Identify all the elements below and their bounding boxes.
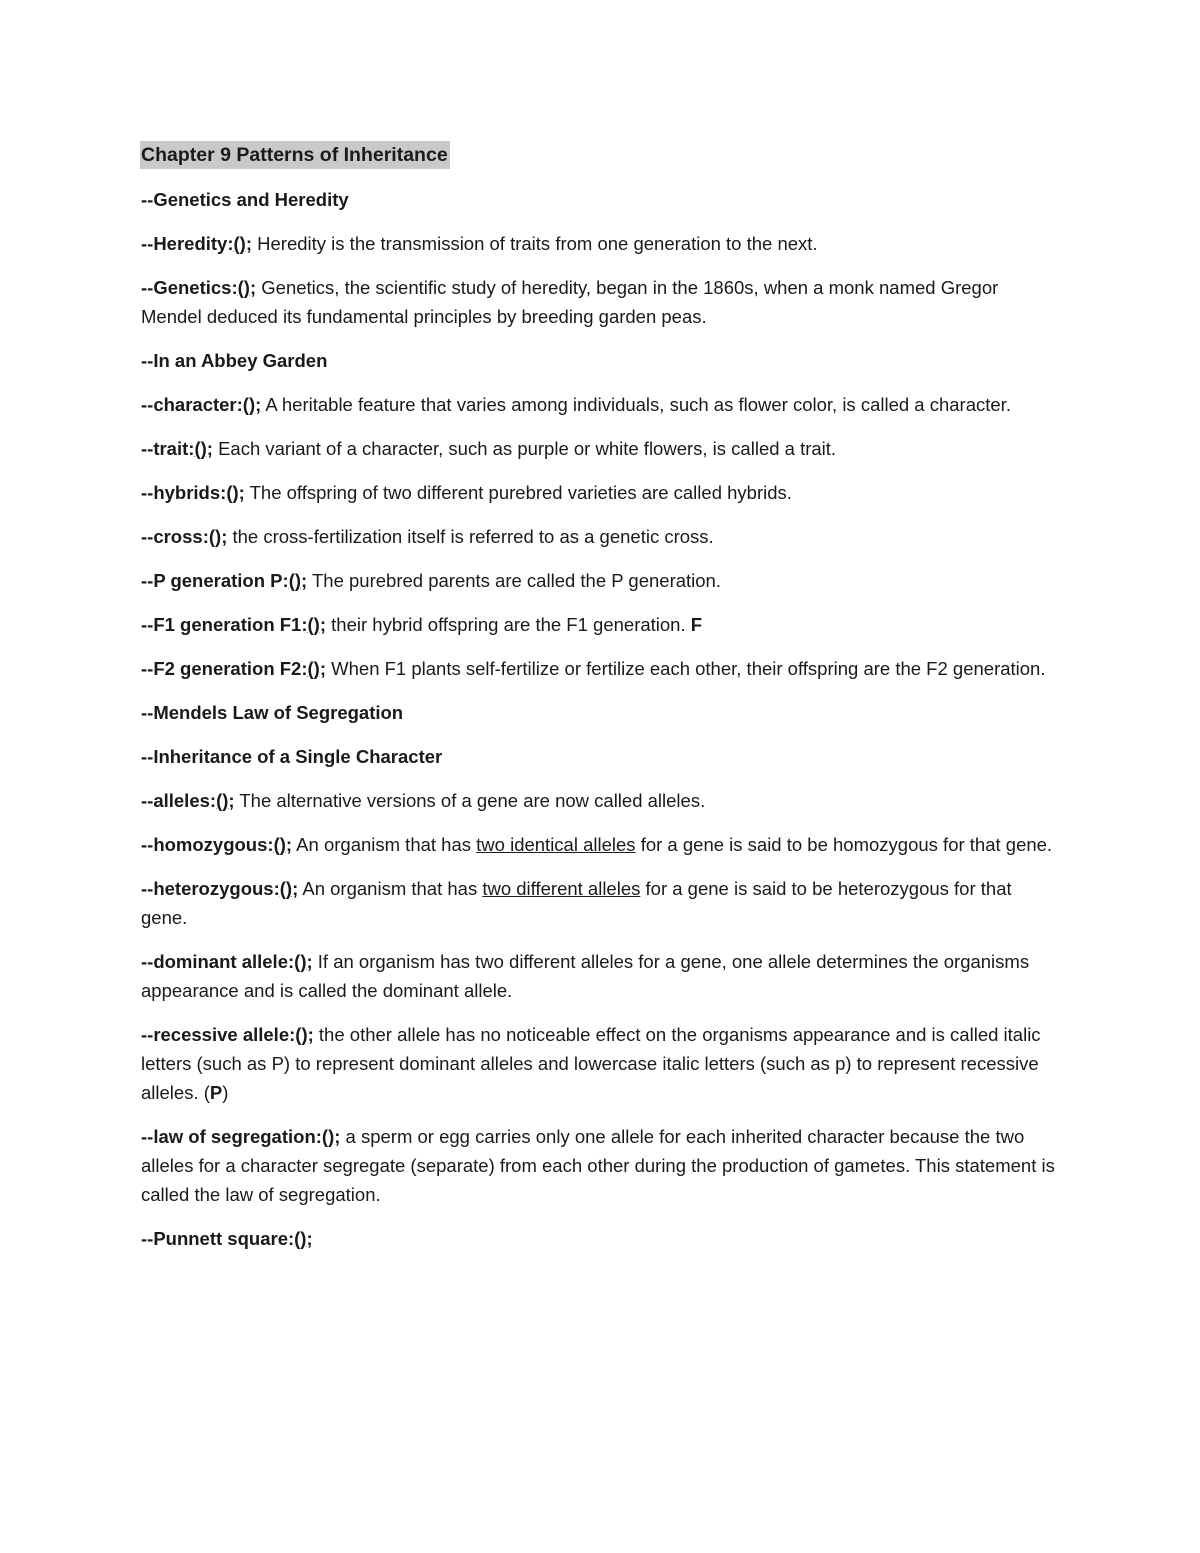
definition-paragraph: --Heredity:(); Heredity is the transmission of traits from one generation to the next.	[141, 233, 818, 254]
definition-paragraph: --heterozygous:(); An organism that has two different alleles for a gene is said to be heterozygous for that gene.	[141, 878, 1012, 928]
term: --Punnett square:	[141, 1228, 295, 1249]
term-marker: ()	[237, 277, 250, 298]
term-marker: ()	[294, 951, 307, 972]
term: --recessive allele:	[141, 1024, 296, 1045]
definition-paragraph: --Genetics:(); Genetics, the scientific study of heredity, began in the 1860s, when a monk named Gregor Mendel deduced its fundamental principles by breeding garden peas.	[141, 277, 999, 327]
term: --cross:	[141, 526, 209, 547]
definition-text: The offspring of two different purebred varieties are called hybrids.	[244, 482, 792, 503]
section-heading: --Genetics and Heredity	[141, 189, 349, 210]
term: --Genetics:	[141, 277, 238, 298]
definition-paragraph: --character:(); A heritable feature that varies among individuals, such as flower color, is called a character.	[141, 394, 1011, 415]
term-marker: ()	[307, 614, 320, 635]
definition-text: An organism that has	[292, 834, 477, 855]
definition-text: Each variant of a character, such as purple or white flowers, is called a trait.	[212, 438, 837, 459]
section-heading: --In an Abbey Garden	[141, 350, 328, 371]
definition-text: Heredity is the transmission of traits from one generation to the next.	[252, 233, 818, 254]
definition-text: for a gene is said to be homozygous for that gene.	[635, 834, 1053, 855]
definition-paragraph: --F1 generation F1:(); their hybrid offspring are the F1 generation. F	[141, 614, 703, 635]
definition-text: If an organism has two different alleles for a gene, one allele determines the organisms appearance and is called the dominant allele.	[141, 951, 1030, 1001]
term: --dominant allele:	[141, 951, 295, 972]
definition-text: The alternative versions of a gene are now called alleles.	[234, 790, 706, 811]
definition-paragraph: --Punnett square:();	[141, 1228, 313, 1249]
section-heading: --Inheritance of a Single Character	[141, 746, 443, 767]
definition-text: Genetics, the scientific study of heredity, began in the 1860s, when a monk named Gregor Mendel deduced its fundamental principles by breeding garden peas.	[141, 277, 999, 327]
definition-paragraph: --P generation P:(); The purebred parents are called the P generation.	[141, 570, 721, 591]
underlined-text: two different alleles	[482, 878, 641, 899]
term-marker: ()	[216, 790, 229, 811]
term: --P generation P:	[141, 570, 289, 591]
term: --alleles:	[141, 790, 217, 811]
definition-paragraph: --F2 generation F2:(); When F1 plants self-fertilize or fertilize each other, their offspring are the F2 generation.	[141, 658, 1046, 679]
term-marker: ()	[273, 834, 286, 855]
term: --F1 generation F1:	[141, 614, 308, 635]
document-page	[141, 140, 1061, 1268]
term-marker: ()	[295, 1024, 308, 1045]
term-marker: ()	[226, 482, 239, 503]
term: --character:	[141, 394, 243, 415]
bold-letter: P	[209, 1082, 223, 1103]
definition-text: a sperm or egg carries only one allele for each inherited character because the two alleles for a character segregate (separate) from each other during the production of gametes. This statement is called the law of segregation.	[141, 1126, 1055, 1205]
bold-letter: F	[690, 614, 703, 635]
definition-text: the cross-fertilization itself is referred to as a genetic cross.	[227, 526, 714, 547]
definition-paragraph: --hybrids:(); The offspring of two different purebred varieties are called hybrids.	[141, 482, 792, 503]
definition-text: When F1 plants self-fertilize or fertilize each other, their offspring are the F2 generation.	[326, 658, 1046, 679]
term: --homozygous:	[141, 834, 274, 855]
term-marker: ()	[194, 438, 207, 459]
definition-paragraph: --law of segregation:(); a sperm or egg carries only one allele for each inherited character because the two alleles for a character segregate (separate) from each other during the production of gametes. This statement is called the law of segregation.	[141, 1126, 1055, 1205]
term: --heterozygous:	[141, 878, 280, 899]
definition-text: )	[222, 1082, 229, 1103]
term-marker: ()	[288, 570, 302, 591]
definition-paragraph: --cross:(); the cross-fertilization itself is referred to as a genetic cross.	[141, 526, 714, 547]
term: --law of segregation:	[141, 1126, 322, 1147]
term-marker: ()	[279, 878, 293, 899]
term: --F2 generation F2:	[141, 658, 308, 679]
term: --Heredity:	[141, 233, 234, 254]
definition-text: for a gene is said to be heterozygous for that gene.	[141, 878, 1012, 928]
term-marker: ()	[321, 1126, 335, 1147]
term-marker: ()	[208, 526, 222, 547]
definition-paragraph: --homozygous:(); An organism that has two identical alleles for a gene is said to be homozygous for that gene.	[141, 834, 1053, 855]
term-marker: ()	[233, 233, 246, 254]
definition-paragraph: --recessive allele:(); the other allele has no noticeable effect on the organisms appearance and is called italic letters (such as P) to represent dominant alleles and lowercase italic letters (such as p) to represent recessive alleles. (P)	[141, 1024, 1041, 1103]
underlined-text: two identical alleles	[476, 834, 636, 855]
definition-text: An organism that has	[298, 878, 483, 899]
term-marker: ()	[294, 1228, 307, 1249]
definition-paragraph: --alleles:(); The alternative versions of a gene are now called alleles.	[141, 790, 706, 811]
term-marker: ()	[307, 658, 320, 679]
chapter-title: Chapter 9 Patterns of Inheritance	[140, 141, 450, 169]
definition-paragraph: --trait:(); Each variant of a character, such as purple or white flowers, is called a trait.	[141, 438, 837, 459]
term-marker: ()	[242, 394, 256, 415]
section-heading: --Mendels Law of Segregation	[141, 702, 404, 723]
definition-text: their hybrid offspring are the F1 generation.	[326, 614, 691, 635]
term: --hybrids:	[141, 482, 227, 503]
definition-text: A heritable feature that varies among individuals, such as flower color, is called a character.	[261, 394, 1011, 415]
definition-text: the other allele has no noticeable effect on the organisms appearance and is called italic letters (such as P) to represent dominant alleles and lowercase italic letters (such as p) to represent recessive alleles. (	[141, 1024, 1041, 1103]
definition-text: The purebred parents are called the P generation.	[307, 570, 721, 591]
term: --trait:	[141, 438, 195, 459]
definition-paragraph: --dominant allele:(); If an organism has two different alleles for a gene, one allele determines the organisms appearance and is called the dominant allele.	[141, 951, 1030, 1001]
